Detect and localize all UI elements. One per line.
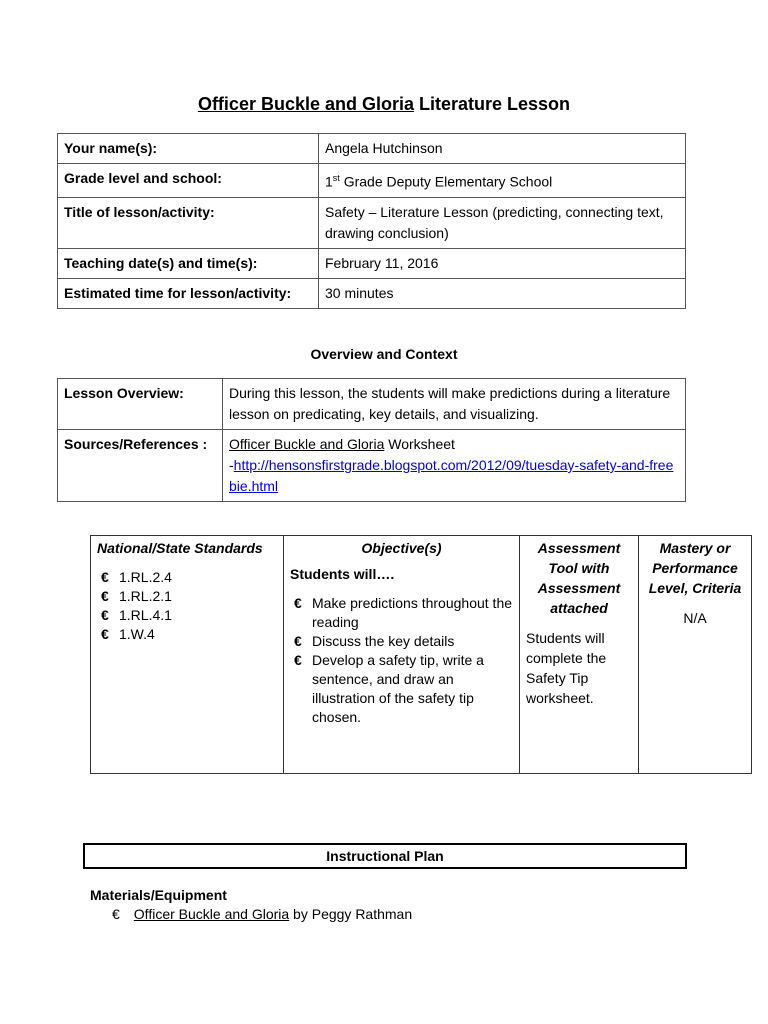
list-item: € Discuss the key details <box>294 633 455 649</box>
table-row: Your name(s): Angela Hutchinson <box>58 134 686 164</box>
source-link[interactable]: http://hensonsfirstgrade.blogspot.com/2012/09/tuesday-safety-and-freebie.html <box>229 457 674 494</box>
book-title: Officer Buckle and Gloria <box>229 436 385 452</box>
lesson-info-table <box>57 133 686 309</box>
list-item: € 1.RL.2.1 <box>101 588 172 604</box>
table-row: Title of lesson/activity: Safety – Literature Lesson (predicting, connecting text, drawing conclusion) <box>58 197 686 248</box>
table-row: Teaching date(s) and time(s): February 11, 2016 <box>58 248 686 278</box>
list-item: € Make predictions throughout the reading <box>294 595 513 630</box>
table-row: Grade level and school: 1st Grade Deputy Elementary School <box>58 164 686 198</box>
materials-item: € Officer Buckle and Gloria by Peggy Rathman <box>112 906 413 922</box>
list-item: € 1.RL.4.1 <box>101 607 172 623</box>
overview-table <box>57 378 686 502</box>
table-row: Lesson Overview: During this lesson, the students will make predictions during a literature lesson on predicating, key details, and visualizing. <box>58 379 686 430</box>
table-row: Estimated time for lesson/activity: 30 minutes <box>58 278 686 308</box>
standards-table: National/State Standards € 1.RL.2.4 € 1.RL.2.1 € 1.RL.4.1 € 1.W.4 Objective(s) Students will…. € Make predictions throughout the reading € Discuss the key details € Develop a safety tip, write a sentence, and draw an illustration of the safety tip chosen. Assessment Tool with Assessment attached Students will complete the Safety Tip worksheet. Mastery or Performance Level, Criteria N/A <box>90 535 752 774</box>
objectives-list <box>290 594 513 727</box>
instructional-plan-heading: Instructional Plan <box>83 843 687 869</box>
list-item: € 1.RL.2.4 <box>101 569 172 585</box>
materials-heading: Materials/Equipment <box>90 887 227 903</box>
list-item: € Develop a safety tip, write a sentence, and draw an illustration of the safety tip chosen. <box>294 652 484 725</box>
page-title: Officer Buckle and Gloria Literature Lesson <box>197 94 571 114</box>
overview-heading: Overview and Context <box>310 346 458 362</box>
table-row: Sources/References : Officer Buckle and Gloria Worksheet -http://hensonsfirstgrade.blogspot.com/2012/09/tuesday-safety-and-freebie.html <box>58 430 686 502</box>
list-item: € 1.W.4 <box>101 626 155 642</box>
standards-list <box>97 568 277 644</box>
